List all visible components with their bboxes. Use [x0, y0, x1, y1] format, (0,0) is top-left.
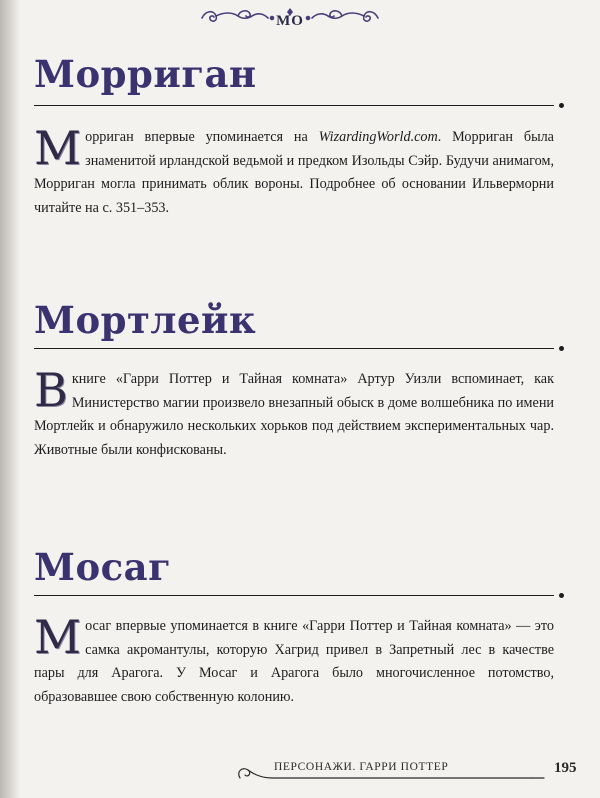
- entry-body: [34, 610, 554, 709]
- drop-cap: М: [34, 121, 82, 175]
- page-footer: [232, 756, 592, 790]
- entry-title: Мортлейк: [34, 298, 257, 342]
- rule-dot-icon: [559, 593, 564, 598]
- entry-morrigan: [34, 52, 564, 216]
- entry-title: Мосаг: [34, 545, 172, 589]
- header-ornament: [198, 4, 382, 32]
- rule-dot-icon: [559, 103, 564, 108]
- title-rule: [34, 346, 564, 352]
- entry-mortlake: [34, 298, 564, 458]
- body-text: орриган впервые упоминается на: [85, 129, 319, 145]
- title-rule: [34, 103, 564, 109]
- entry-mosag: [34, 545, 564, 705]
- body-site-name: WizardingWorld.com: [318, 129, 438, 145]
- body-text: осаг впервые упоминается в книге «Гарри Поттер и Тайная комната» — это самка акромантулы, которую Хагрид привел в Запретный лес в качестве пары для Арагога. У Мосаг и Арагога было многочисленное потомство, образовавшее свою собственную колонию.: [34, 618, 554, 705]
- running-title: ПЕРСОНАЖИ. ГАРРИ ПОТТЕР: [274, 761, 449, 773]
- entry-body: [34, 121, 554, 220]
- header-letters: МО: [276, 13, 304, 29]
- page-number: 195: [554, 760, 577, 776]
- entry-body: [34, 363, 554, 462]
- entry-title: Морриган: [34, 52, 257, 96]
- drop-cap: М: [34, 610, 82, 664]
- body-text-continued: . Морриган была знаменитой ирландской ведьмой и предком Изольды Сэйр. Будучи анимагом, Морриган могла принимать облик вороны. Подробнее об основании Ильверморни читайте на с. 351–353.: [34, 129, 554, 216]
- title-rule: [34, 593, 564, 599]
- rule-dot-icon: [559, 346, 564, 351]
- body-text: книге «Гарри Поттер и Тайная комната» Артур Уизли вспоминает, как Министерство магии произвело внезапный обыск в доме волшебника по имени Мортлейк и обнаружило нескольких хорьков под действием экспериментальных чар. Животные были конфискованы.: [34, 371, 554, 458]
- drop-cap: В: [34, 363, 68, 417]
